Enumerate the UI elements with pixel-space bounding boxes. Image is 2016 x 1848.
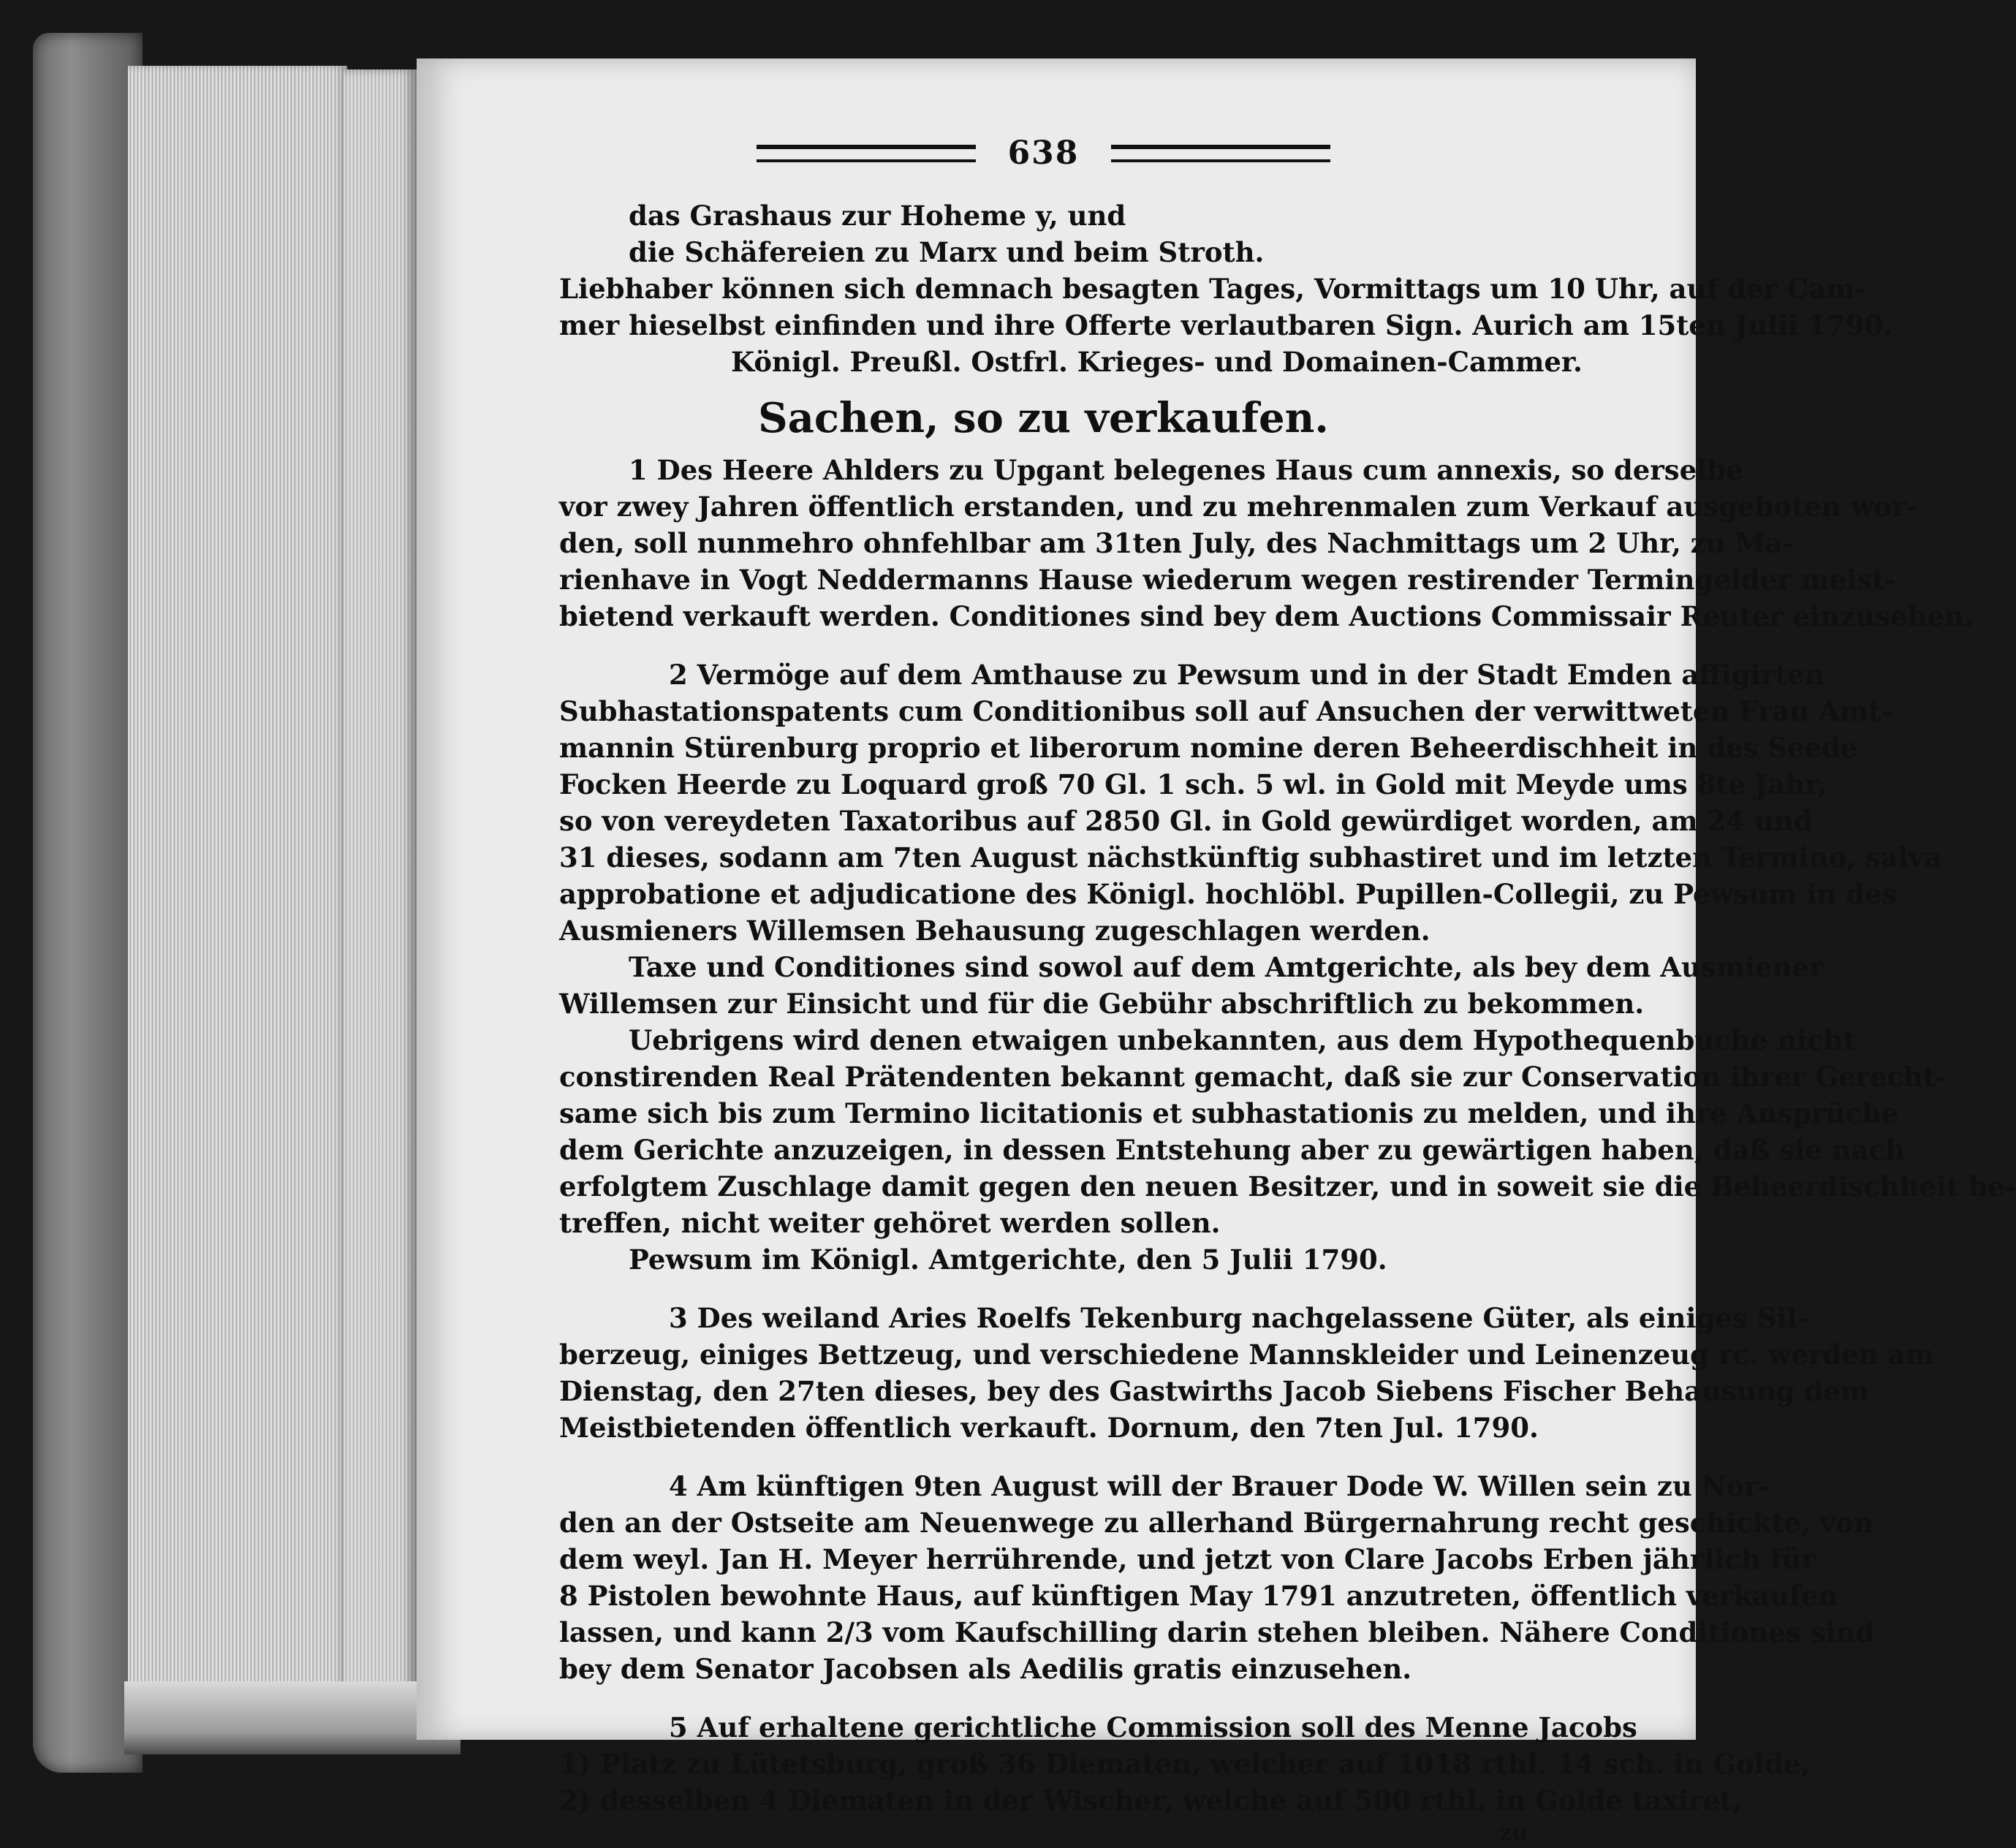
text-line: constirenden Real Prätendenten bekannt gemacht, daß sie zur Conservation ihrer Gerecht- xyxy=(559,1061,1947,1093)
text-line: 1 Des Heere Ahlders zu Upgant belegenes Haus cum annexis, so derselbe xyxy=(629,454,1743,486)
text-line: rienhave in Vogt Neddermanns Hause wiederum wegen restirender Termingelder meist- xyxy=(559,564,1896,596)
text-line: Subhastationspatents cum Conditionibus soll auf Ansuchen der verwittweten Frau Amt- xyxy=(559,695,1892,727)
text-line: den an der Ostseite am Neuenwege zu allerhand Bürgernahrung recht geschickte, von xyxy=(559,1507,1873,1539)
text-line: das Grashaus zur Hoheme y, und xyxy=(629,200,1126,232)
page-text xyxy=(559,128,2016,1848)
text-line: dem Gerichte anzuzeigen, in dessen Entstehung aber zu gewärtigen haben, daß sie nach xyxy=(559,1134,1905,1166)
intro-block xyxy=(559,197,1892,380)
text-line: 3 Des weiland Aries Roelfs Tekenburg nachgelassene Güter, als einiges Sil- xyxy=(669,1302,1808,1334)
text-line: treffen, nicht weiter gehöret werden sollen. xyxy=(559,1207,1221,1239)
entry-3 xyxy=(559,1300,1934,1446)
text-line: vor zwey Jahren öffentlich erstanden, und zu mehrenmalen zum Verkauf ausgeboten wor- xyxy=(559,491,1917,523)
text-line: Willemsen zur Einsicht und für die Gebühr abschriftlich zu bekommen. xyxy=(559,988,1645,1020)
text-line: bietend verkauft werden. Conditiones sind bey dem Auctions Commissair Reuter einzusehen. xyxy=(559,600,1974,632)
text-line: Dienstag, den 27ten dieses, bey des Gastwirths Jacob Siebens Fischer Behausung dem xyxy=(559,1375,1869,1407)
header-rule-left xyxy=(757,145,976,162)
text-line: die Schäfereien zu Marx und beim Stroth. xyxy=(629,236,1265,268)
text-line: Focken Heerde zu Loquard groß 70 Gl. 1 sch. 5 wl. in Gold mit Meyde ums 8te Jahr, xyxy=(559,768,1827,800)
text-line: dem weyl. Jan H. Meyer herrührende, und jetzt von Clare Jacobs Erben jährlich für xyxy=(559,1543,1816,1575)
entry-2 xyxy=(559,656,2016,1278)
page-stack-edges-front xyxy=(344,69,417,1743)
text-line: 4 Am künftigen 9ten August will der Brauer Dode W. Willen sein zu Nor- xyxy=(669,1470,1770,1502)
list-item: 2) desselben 4 Diematen in der Wischer, welche auf 500 rthl. in Golde taxiret, xyxy=(559,1784,1742,1817)
header-rule-right xyxy=(1111,145,1330,162)
list-item: 1) Platz zu Lütetsburg, groß 36 Diematen, welcher auf 1018 rthl. 14 sch. in Golde, xyxy=(559,1748,1811,1780)
book-page xyxy=(417,58,2016,1846)
page-stack-bottom xyxy=(124,1681,461,1754)
text-line: berzeug, einiges Bettzeug, und verschiedene Mannskleider und Leinenzeug rc. werden am xyxy=(559,1338,1934,1371)
text-line: 2 Vermöge auf dem Amthause zu Pewsum und in der Stadt Emden affigirten xyxy=(669,659,1824,691)
text-line: erfolgtem Zuschlage damit gegen den neuen Besitzer, und in soweit sie die Beheerdischheit be- xyxy=(559,1170,2016,1203)
text-line: lassen, und kann 2/3 vom Kaufschilling darin stehen bleiben. Nähere Conditiones sind xyxy=(559,1616,1875,1648)
text-line: same sich bis zum Termino licitationis et subhastationis zu melden, und ihre Ansprüche xyxy=(559,1097,1899,1129)
entry-5 xyxy=(559,1709,1811,1848)
text-line: 5 Auf erhaltene gerichtliche Commission soll des Menne Jacobs xyxy=(669,1711,1637,1743)
entry-4 xyxy=(559,1468,1875,1687)
section-heading: Sachen, so zu verkaufen. xyxy=(758,394,1329,442)
text-line: mer hieselbst einfinden und ihre Offerte verlautbaren Sign. Aurich am 15ten Julii 1790. xyxy=(559,309,1892,341)
text-line: Ausmieners Willemsen Behausung zugeschlagen werden. xyxy=(559,914,1430,947)
text-line: Liebhaber können sich demnach besagten Tages, Vormittags um 10 Uhr, auf der Cam- xyxy=(559,273,1866,305)
book-cover-edge xyxy=(33,33,143,1773)
page-number: 638 xyxy=(1007,135,1080,172)
text-line: approbatione et adjudicatione des Königl. hochlöbl. Pupillen-Collegii, zu Pewsum in des xyxy=(559,878,1898,910)
signature-line: Pewsum im Königl. Amtgerichte, den 5 Julii 1790. xyxy=(629,1243,1387,1276)
text-line: mannin Stürenburg proprio et liberorum nomine deren Beheerdischheit in des Seede xyxy=(559,732,1858,764)
text-line: 31 dieses, sodann am 7ten August nächstkünftig subhastiret und im letzten Termino, salva xyxy=(559,841,1942,874)
page-header xyxy=(559,128,1528,179)
signature-line: Königl. Preußl. Ostfrl. Krieges- und Domainen-Cammer. xyxy=(731,346,1583,378)
text-line: Uebrigens wird denen etwaigen unbekannten, aus dem Hypothequenbuche nicht xyxy=(629,1024,1856,1056)
text-line: bey dem Senator Jacobsen als Aedilis gratis einzusehen. xyxy=(559,1653,1412,1685)
text-line: so von vereydeten Taxatoribus auf 2850 Gl. in Gold gewürdiget worden, am 24 und xyxy=(559,805,1813,837)
page-stack-edges xyxy=(128,66,347,1747)
text-line: Taxe und Conditiones sind sowol auf dem Amtgerichte, als bey dem Ausmiener xyxy=(629,951,1824,983)
text-line: den, soll nunmehro ohnfehlbar am 31ten July, des Nachmittags um 2 Uhr, zu Ma- xyxy=(559,527,1794,559)
text-line: 8 Pistolen bewohnte Haus, auf künftigen May 1791 anzutreten, öffentlich verkaufen xyxy=(559,1580,1838,1612)
entry-1 xyxy=(559,452,1974,635)
catchword: zu xyxy=(1499,1820,1528,1846)
text-line: Meistbietenden öffentlich verkauft. Dornum, den 7ten Jul. 1790. xyxy=(559,1412,1539,1444)
